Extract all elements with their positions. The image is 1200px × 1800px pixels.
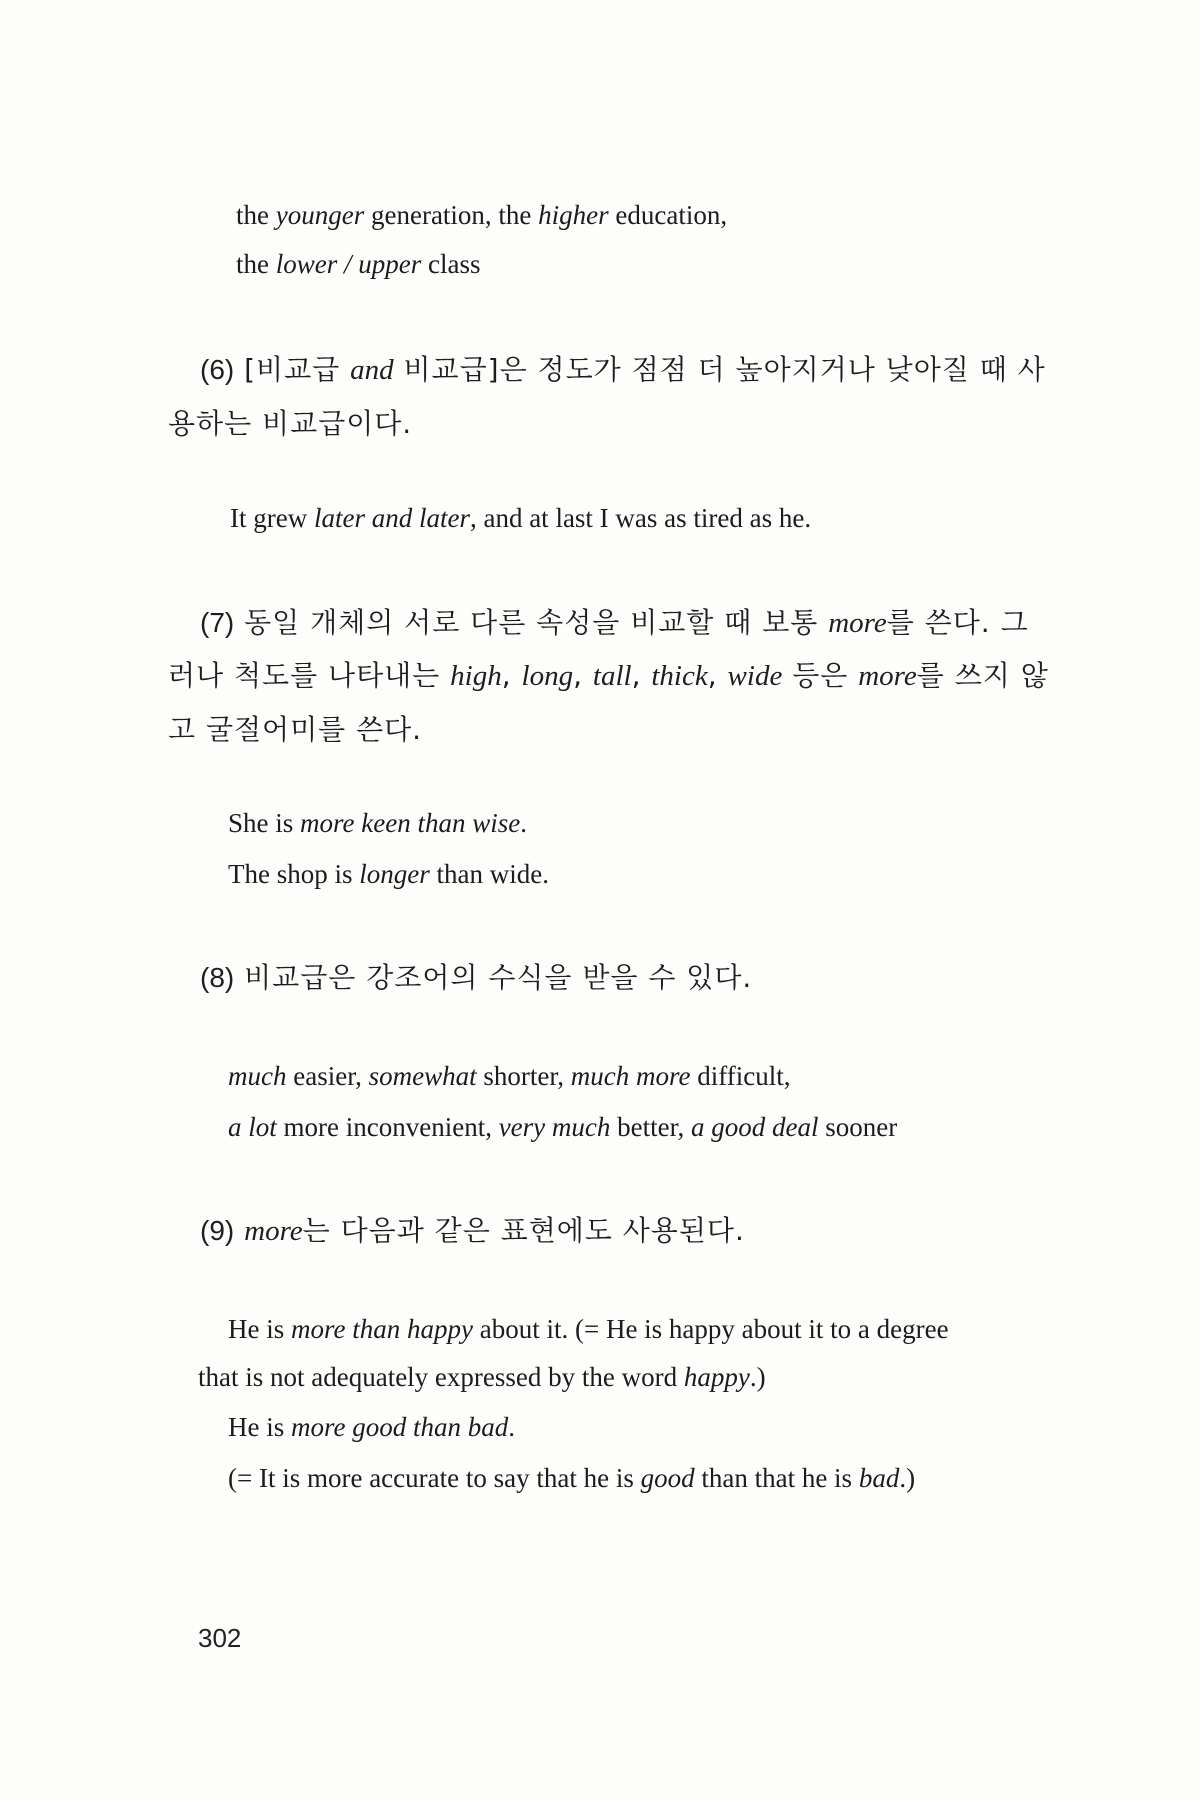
italic-text: higher bbox=[538, 200, 609, 230]
italic-text: more bbox=[244, 1215, 303, 1247]
section-number: (7) bbox=[200, 607, 235, 638]
italic-text: very much bbox=[498, 1112, 611, 1142]
section-number: (8) bbox=[200, 962, 235, 993]
italic-text: later and later bbox=[313, 503, 470, 533]
section-8-heading bbox=[200, 960, 752, 996]
italic-text: lower / upper bbox=[275, 249, 422, 279]
section-9-example-2 bbox=[228, 1410, 515, 1444]
italic-text: younger bbox=[275, 200, 365, 230]
italic-text: bad bbox=[858, 1463, 900, 1493]
text: 동일 개체의 서로 다른 속성을 비교할 때 보통 bbox=[234, 606, 829, 639]
text: , bbox=[631, 659, 652, 692]
italic-text: a good deal bbox=[691, 1112, 819, 1142]
page-number: 302 bbox=[198, 1623, 242, 1653]
section-number: (9) bbox=[200, 1215, 235, 1246]
intro-example-line-1 bbox=[236, 198, 727, 232]
text: 등은 bbox=[782, 659, 859, 692]
section-9-heading bbox=[200, 1213, 745, 1249]
text: that is not adequately expressed by the word bbox=[198, 1362, 684, 1392]
text: .) bbox=[899, 1463, 916, 1493]
section-6-heading-line-2 bbox=[168, 406, 412, 442]
text: 를 쓰지 않 bbox=[916, 659, 1049, 692]
section-7-heading-line-1 bbox=[200, 605, 1029, 641]
section-6-heading-line-1 bbox=[200, 352, 1046, 388]
text: 고 굴절어미를 쓴다. bbox=[168, 713, 423, 746]
italic-text: more than happy bbox=[291, 1314, 473, 1344]
italic-text: a lot bbox=[228, 1112, 277, 1142]
text: the bbox=[236, 249, 276, 279]
section-9-example-3 bbox=[228, 1461, 915, 1495]
italic-text: much bbox=[228, 1061, 287, 1091]
text: generation, the bbox=[364, 200, 539, 230]
section-9-example-1-continued bbox=[198, 1360, 766, 1394]
text: It grew bbox=[230, 503, 314, 533]
text: 용하는 비교급이다. bbox=[168, 407, 413, 440]
text: than that he is bbox=[694, 1463, 859, 1493]
text: more inconvenient, bbox=[276, 1112, 499, 1142]
italic-text: good bbox=[640, 1463, 695, 1493]
text: 를 쓴다. 그 bbox=[886, 606, 1029, 639]
text: . bbox=[520, 808, 527, 838]
text: better, bbox=[610, 1112, 692, 1142]
italic-text: more bbox=[858, 660, 917, 692]
section-7-heading-line-2 bbox=[168, 658, 1049, 694]
italic-text: more keen than wise bbox=[300, 808, 521, 838]
section-7-heading-line-3 bbox=[168, 712, 422, 748]
italic-text: wide bbox=[727, 660, 783, 692]
text: , bbox=[707, 659, 728, 692]
italic-text: more good than bad bbox=[291, 1412, 509, 1442]
text: easier, bbox=[286, 1061, 369, 1091]
section-6-example-1 bbox=[230, 501, 811, 535]
intro-example-line-2 bbox=[236, 247, 480, 281]
text: 는 다음과 같은 표현에도 사용된다. bbox=[302, 1214, 745, 1247]
text: shorter, bbox=[476, 1061, 571, 1091]
text: [비교급 bbox=[234, 353, 351, 386]
italic-text: high bbox=[450, 660, 502, 692]
text: .) bbox=[749, 1362, 766, 1392]
section-7-example-1 bbox=[228, 806, 527, 840]
text: than wide. bbox=[429, 859, 549, 889]
italic-text: tall bbox=[592, 660, 632, 692]
text: He is bbox=[228, 1412, 291, 1442]
section-9-example-1 bbox=[228, 1312, 949, 1346]
text: (= It is more accurate to say that he is bbox=[228, 1463, 641, 1493]
section-number: (6) bbox=[200, 354, 235, 385]
text: He is bbox=[228, 1314, 291, 1344]
italic-text: long bbox=[521, 660, 574, 692]
text: The shop is bbox=[228, 859, 360, 889]
italic-text: happy bbox=[683, 1362, 750, 1392]
text: education, bbox=[608, 200, 728, 230]
text: difficult, bbox=[690, 1061, 791, 1091]
section-7-example-2 bbox=[228, 857, 549, 891]
text: She is bbox=[228, 808, 301, 838]
italic-text: thick bbox=[651, 660, 708, 692]
section-8-example-1 bbox=[228, 1059, 790, 1093]
text: 러나 척도를 나타내는 bbox=[168, 659, 451, 692]
text: class bbox=[421, 249, 481, 279]
italic-text: longer bbox=[359, 859, 430, 889]
text: 비교급은 강조어의 수식을 받을 수 있다. bbox=[234, 961, 753, 994]
section-8-example-2 bbox=[228, 1110, 897, 1144]
text bbox=[234, 1214, 244, 1247]
text: about it. (= He is happy about it to a degree bbox=[472, 1314, 949, 1344]
text: , bbox=[501, 659, 522, 692]
text: . bbox=[508, 1412, 515, 1442]
italic-text: much more bbox=[570, 1061, 691, 1091]
text: the bbox=[236, 200, 276, 230]
italic-text: somewhat bbox=[368, 1061, 477, 1091]
text: , bbox=[573, 659, 593, 692]
italic-text: more bbox=[828, 607, 887, 639]
text: 비교급]은 정도가 점점 더 높아지거나 낮아질 때 사 bbox=[393, 353, 1046, 386]
italic-text: and bbox=[350, 354, 394, 386]
text: , and at last I was as tired as he. bbox=[469, 503, 812, 533]
text: sooner bbox=[818, 1112, 898, 1142]
